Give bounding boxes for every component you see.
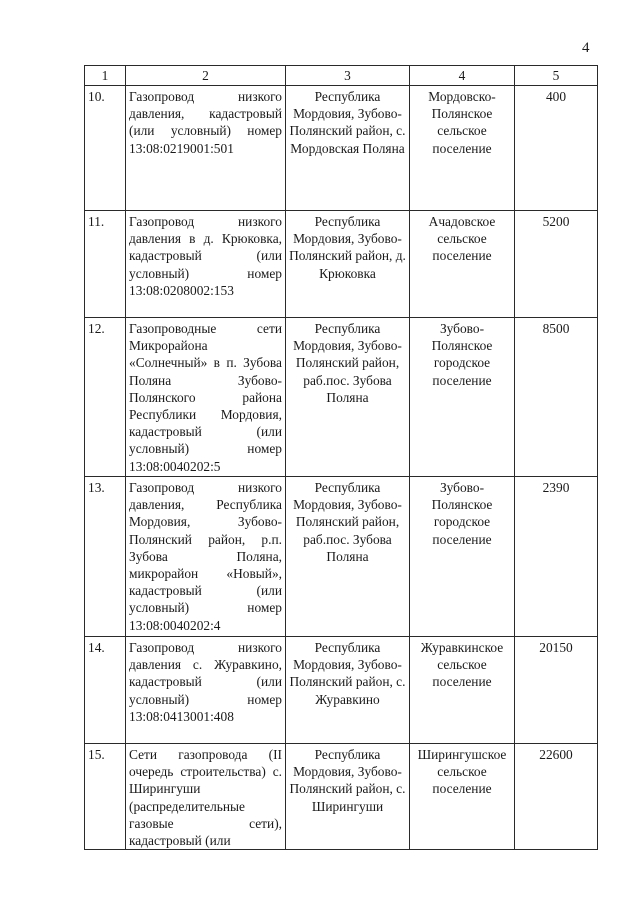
settlement-cell: Зубово-Полянское городское поселение — [410, 318, 515, 477]
header-cell-3: 3 — [286, 66, 410, 86]
address-cell: Республика Мордовия, Зубово-Полянский район, с. Журавкино — [286, 637, 410, 744]
row-number-cell: 14. — [85, 637, 126, 744]
settlement-cell: Ширингушское сельское поселение — [410, 744, 515, 850]
address-cell: Республика Мордовия, Зубово-Полянский район, раб.пос. Зубова Поляна — [286, 318, 410, 477]
table-header-row — [85, 66, 598, 86]
object-name-cell: Газопровод низкого давления в д. Крюковка, кадастровый (или условный) номер 13:08:0208002:153 — [126, 211, 286, 318]
object-name-cell: Газопроводные сети Микрорайона «Солнечный» в п. Зубова Поляна Зубово-Полянского района Республики Мордовия, кадастровый (или условный) номер 13:08:0040202:5 — [126, 318, 286, 477]
settlement-cell: Журавкинское сельское поселение — [410, 637, 515, 744]
row-number-cell: 10. — [85, 86, 126, 211]
settlement-cell: Ачадовское сельское поселение — [410, 211, 515, 318]
object-name-cell: Газопровод низкого давления, Республика Мордовия, Зубово-Полянский район, р.п. Зубова Поляна, микрорайон «Новый», кадастровый (или условный) номер 13:08:0040202:4 — [126, 477, 286, 637]
table-row — [85, 318, 598, 477]
page-number: 4 — [582, 40, 590, 56]
table-row — [85, 211, 598, 318]
object-name-cell: Сети газопровода (II очередь строительства) с. Ширингуши (распределительные газовые сети), кадастровый (или — [126, 744, 286, 850]
table-row — [85, 744, 598, 850]
settlement-cell: Мордовско-Полянское сельское поселение — [410, 86, 515, 211]
value-cell: 8500 — [515, 318, 598, 477]
property-table — [84, 65, 598, 850]
row-number-cell: 11. — [85, 211, 126, 318]
value-cell: 400 — [515, 86, 598, 211]
header-cell-2: 2 — [126, 66, 286, 86]
row-number-cell: 15. — [85, 744, 126, 850]
row-number-cell: 12. — [85, 318, 126, 477]
table-row — [85, 86, 598, 211]
table-row — [85, 477, 598, 637]
header-cell-4: 4 — [410, 66, 515, 86]
header-cell-1: 1 — [85, 66, 126, 86]
object-name-cell: Газопровод низкого давления с. Журавкино, кадастровый (или условный) номер 13:08:0413001:408 — [126, 637, 286, 744]
value-cell: 2390 — [515, 477, 598, 637]
value-cell: 22600 — [515, 744, 598, 850]
header-cell-5: 5 — [515, 66, 598, 86]
address-cell: Республика Мордовия, Зубово-Полянский район, с. Ширингуши — [286, 744, 410, 850]
address-cell: Республика Мордовия, Зубово-Полянский район, д. Крюковка — [286, 211, 410, 318]
row-number-cell: 13. — [85, 477, 126, 637]
object-name-cell: Газопровод низкого давления, кадастровый (или условный) номер 13:08:0219001:501 — [126, 86, 286, 211]
address-cell: Республика Мордовия, Зубово-Полянский район, с. Мордовская Поляна — [286, 86, 410, 211]
address-cell: Республика Мордовия, Зубово-Полянский район, раб.пос. Зубова Поляна — [286, 477, 410, 637]
table-row — [85, 637, 598, 744]
settlement-cell: Зубово-Полянское городское поселение — [410, 477, 515, 637]
value-cell: 20150 — [515, 637, 598, 744]
value-cell: 5200 — [515, 211, 598, 318]
